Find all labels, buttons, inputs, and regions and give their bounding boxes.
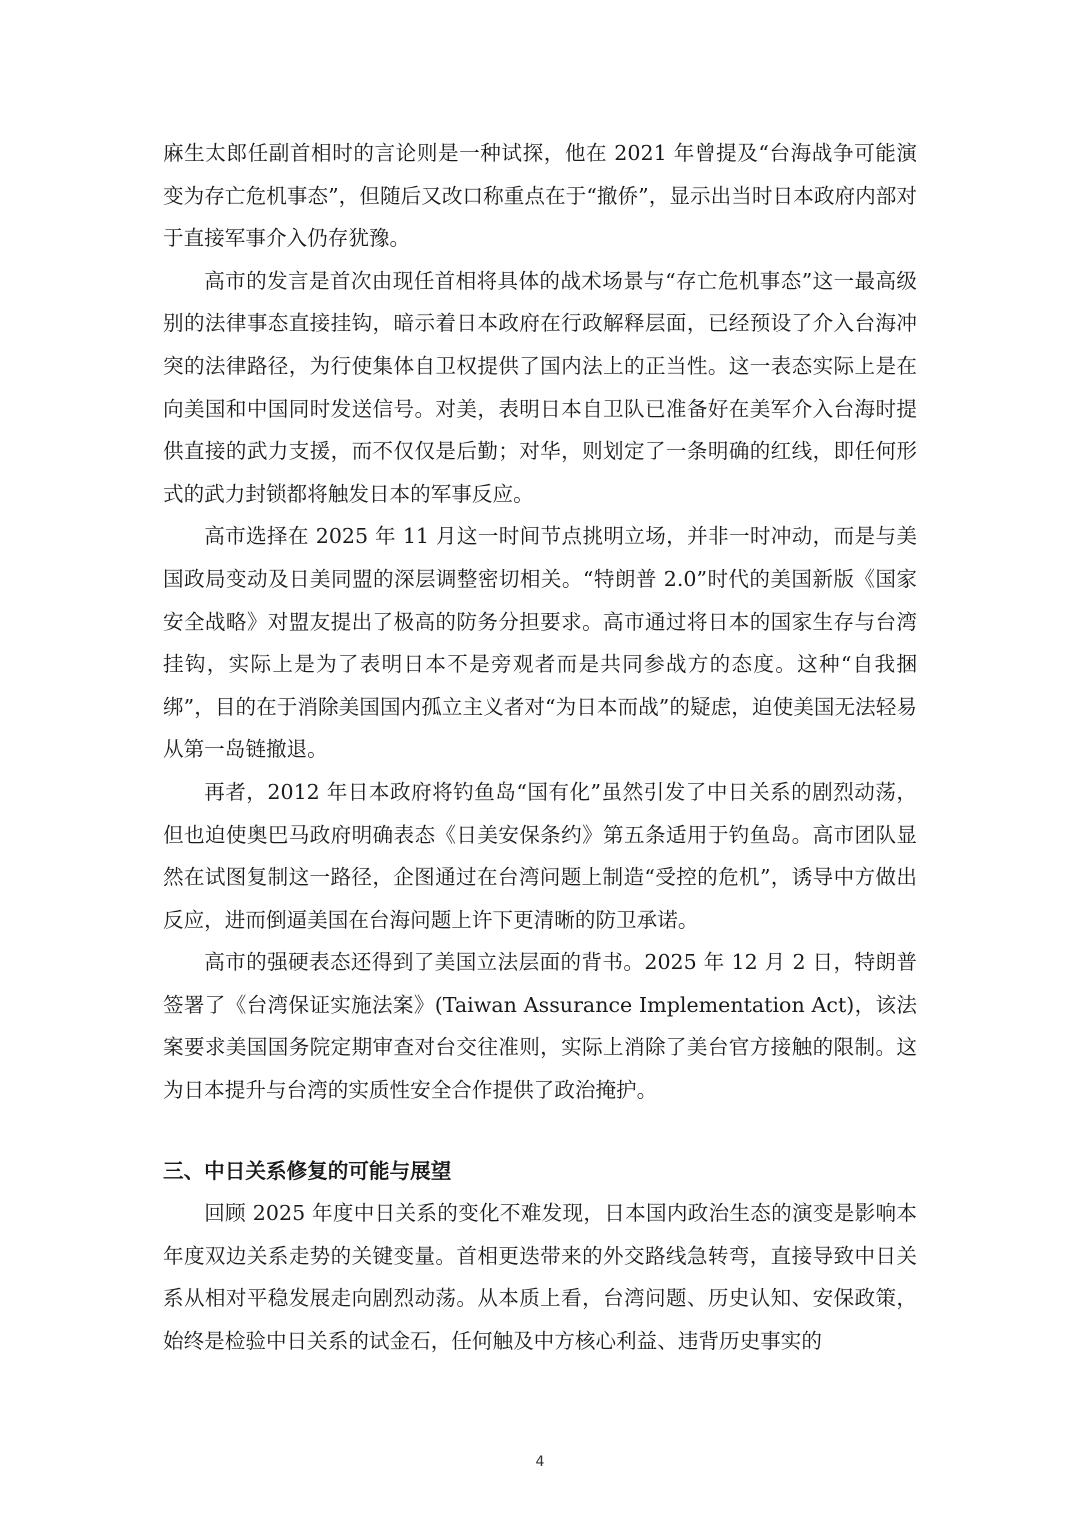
paragraph-us-legislation: 高市的强硬表态还得到了美国立法层面的背书。2025 年 12 月 2 日，特朗普签署了《台湾保证实施法案》(Taiwan Assurance Implementation Act)，该法案要求美国国务院定期审查对台交往准则，实际上消除了美台官方接触的限制。这为日本提升与台湾的实质性安全合作提供了政治掩护。 xyxy=(163,950,917,1103)
paragraph-takaichi-statement: 高市的发言是首次由现任首相将具体的战术场景与“存亡危机事态”这一最高级别的法律事态直接挂钩，暗示着日本政府在行政解释层面，已经预设了介入台海冲突的法律路径，为行使集体自卫权提供了国内法上的正当性。这一表态实际上是在向美国和中国同时发送信号。对美，表明日本自卫队已准备好在美军介入台海时提供直接的武力支援，而不仅仅是后勤；对华，则划定了一条明确的红线，即任何形式的武力封锁都将触发日本的军事反应。 xyxy=(163,268,917,506)
page-body xyxy=(163,132,917,1363)
paragraph-section-intro: 回顾 2025 年度中日关系的变化不难发现，日本国内政治生态的演变是影响本年度双边关系走势的关键变量。首相更迭带来的外交路线急转弯，直接导致中日关系从相对平稳发展走向剧烈动荡。从本质上看，台湾问题、历史认知、安保政策，始终是检验中日关系的试金石，任何触及中方核心利益、违背历史事实的 xyxy=(163,1201,917,1354)
page-number: 4 xyxy=(535,1454,545,1470)
paragraph-diaoyu-precedent: 再者，2012 年日本政府将钓鱼岛“国有化”虽然引发了中日关系的剧烈动荡，但也迫使奥巴马政府明确表态《日美安保条约》第五条适用于钓鱼岛。高市团队显然在试图复制这一路径，企图通过在台湾问题上制造“受控的危机”，诱导中方做出反应，进而倒逼美国在台海问题上许下更清晰的防卫承诺。 xyxy=(163,779,917,932)
section-heading: 三、中日关系修复的可能与展望 xyxy=(163,1158,452,1183)
paragraph-aso-remarks: 麻生太郎任副首相时的言论则是一种试探，他在 2021 年曾提及“台海战争可能演变为存亡危机事态”，但随后又改口称重点在于“撤侨”，显示出当时日本政府内部对于直接军事介入仍存犹豫。 xyxy=(163,141,917,251)
paragraph-timing-analysis: 高市选择在 2025 年 11 月这一时间节点挑明立场，并非一时冲动，而是与美国政局变动及日美同盟的深层调整密切相关。“特朗普 2.0”时代的美国新版《国家安全战略》对盟友提出了极高的防务分担要求。高市通过将日本的国家生存与台湾挂钩，实际上是为了表明日本不是旁观者而是共同参战方的态度。这种“自我捆绑”，目的在于消除美国国内孤立主义者对“为日本而战”的疑虑，迫使美国无法轻易从第一岛链撤退。 xyxy=(163,524,917,762)
